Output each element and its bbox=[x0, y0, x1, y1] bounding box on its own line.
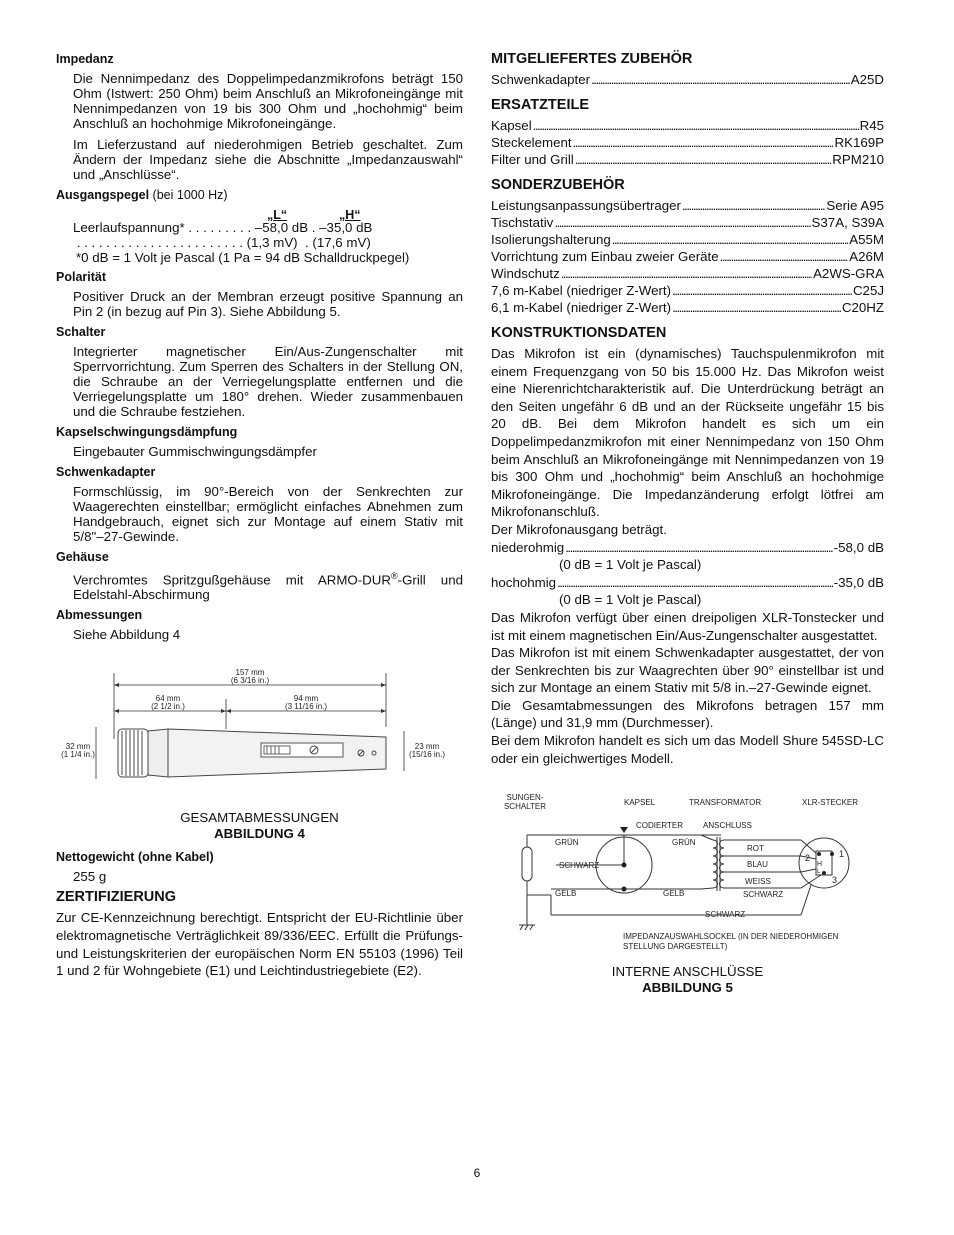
wire-black-3: SCHWARZ bbox=[705, 910, 746, 920]
polaritaet-heading: Polarität bbox=[56, 270, 107, 284]
xlr-label: XLR-STECKER bbox=[802, 798, 859, 808]
left-column bbox=[56, 52, 463, 980]
hoch-row bbox=[491, 574, 884, 592]
dim-total-label: 157 mm bbox=[235, 669, 265, 678]
list-item bbox=[491, 299, 884, 316]
gehaeuse-text-b: -Grill und Edelstahl-Abschirmung bbox=[73, 572, 463, 603]
leader-dots bbox=[591, 71, 850, 88]
hoch-label: hochohmig bbox=[491, 574, 557, 590]
item-value: RPM210 bbox=[832, 152, 884, 167]
dim-right-label: 23 mm bbox=[414, 742, 440, 752]
ersatzteile-heading: ERSATZTEILE bbox=[491, 97, 590, 113]
schwenk-text: Formschlüssig, im 90°-Bereich von der Senkrechten zur Waagerechten einstellbar; ermöglicht einfaches Abnehmen zum Handgebrauch, eignet sich zur Montage auf einem Stativ mit 5/8"–27-Gewinde. bbox=[73, 484, 463, 544]
polaritaet-text: Positiver Druck an der Membran erzeugt positive Spannung an Pin 2 (in bezug auf Pin 3). Siehe Abbildung 5. bbox=[73, 289, 463, 319]
nieder-value: -58,0 dB bbox=[833, 539, 884, 555]
dim-total-inches: (6 3/16 in.) bbox=[230, 676, 270, 686]
leader-dots bbox=[557, 574, 833, 592]
registered-mark: ® bbox=[391, 571, 398, 581]
note-line-1: IMPEDANZAUSWAHLSOCKEL (IN DER NIEDEROHMIGEN bbox=[623, 932, 839, 942]
figure-5-caption: INTERNE ANSCHLÜSSE bbox=[611, 964, 764, 980]
konstr-text-4: Das Mikrofon ist mit einem Schwenkadapter ausgestattet, der von der Senkrechten bis zur Waagrechten über 90° einstellbar ist und sich zur Montage an einem Stativ mit 5/8 in.–27-Gewinde eignet. bbox=[491, 645, 884, 696]
impedanz-heading: Impedanz bbox=[56, 52, 114, 66]
konstr-text-3: Das Mikrofon verfügt über einen dreipoligen XLR-Tonstecker und ist mit einem magnetischen Ein/Aus-Zungenschalter ausgestattet. bbox=[491, 609, 884, 643]
leader-dots bbox=[672, 299, 841, 316]
item-value: A25D bbox=[850, 72, 884, 87]
pin-h: H bbox=[817, 861, 823, 869]
leerlauf-row-2: . . . . . . . . . . . . . . . . . . . . . . . (1,3 mV) . (17,6 mV) bbox=[73, 235, 371, 250]
konstr-text-5: Die Gesamtabmessungen des Mikrofons betragen 157 mm (Länge) und 31,9 mm (Durchmesser). bbox=[491, 697, 884, 731]
wire-yellow-2: GELB bbox=[663, 889, 685, 899]
zertifizierung-text: Zur CE-Kennzeichnung berechtigt. Entspricht der EU-Richtlinie über elektromagnetische Verträglichkeit 89/336/EEC. Erfüllt die Prüfungs- und Leistungskriterien der europäischen Norm EN 55103 (1996) Teil 1 und 2 für Wohngebiete (E1) und Leichtindustriegebiete (E2). bbox=[56, 910, 463, 979]
dim-left-label: 32 mm bbox=[65, 742, 91, 752]
leader-dots bbox=[575, 151, 832, 168]
col-h-label: „H“ bbox=[339, 208, 361, 222]
transformer-label: TRANSFORMATOR bbox=[689, 798, 762, 808]
dim-b-label: 94 mm bbox=[293, 694, 319, 704]
abmessungen-text: Siehe Abbildung 4 bbox=[73, 627, 181, 643]
leader-dots bbox=[573, 134, 834, 151]
dim-b-inches: (3 11/16 in.) bbox=[284, 702, 328, 712]
ausgangspegel-heading bbox=[56, 188, 463, 203]
nieder-note: (0 dB = 1 Volt je Pascal) bbox=[559, 557, 702, 573]
konstr-text-2: Der Mikrofonausgang beträgt. bbox=[491, 521, 667, 537]
right-column bbox=[491, 52, 884, 996]
wire-black-2: SCHWARZ bbox=[743, 890, 784, 900]
dim-a-label: 64 mm bbox=[155, 694, 181, 704]
list-item bbox=[491, 282, 884, 299]
item-value: C25J bbox=[852, 283, 884, 298]
nieder-label: niederohmig bbox=[491, 539, 565, 555]
item-label: Schwenkadapter bbox=[491, 72, 591, 87]
item-value: A55M bbox=[849, 232, 884, 247]
hoch-value: -35,0 dB bbox=[833, 574, 884, 590]
leader-dots bbox=[554, 214, 810, 231]
figure-4-dimensions-drawing bbox=[56, 669, 463, 804]
dim-right-inches: (15/16 in.) bbox=[408, 750, 446, 760]
list-item bbox=[491, 197, 884, 214]
pin-1: 1 bbox=[839, 849, 845, 860]
item-label: Leistungsanpassungsübertrager bbox=[491, 198, 681, 213]
item-label: 7,6 m-Kabel (niedriger Z-Wert) bbox=[491, 283, 672, 298]
item-label: Steckelement bbox=[491, 135, 572, 150]
page-number: 6 bbox=[473, 1166, 481, 1180]
item-value: S37A, S39A bbox=[811, 215, 884, 230]
dim-left-inches: (1 1/4 in.) bbox=[61, 750, 95, 760]
ausgangspegel-heading-suffix: (bei 1000 Hz) bbox=[149, 188, 228, 202]
list-item bbox=[491, 231, 884, 248]
wire-red: ROT bbox=[747, 844, 764, 854]
figure-4-caption: GESAMTABMESSUNGEN bbox=[180, 810, 339, 826]
konstr-text-6: Bei dem Mikrofon handelt es sich um das Modell Shure 545SD-LC oder ein gleichwertiges Modell. bbox=[491, 733, 884, 766]
list-item bbox=[491, 134, 884, 151]
note-line-2: STELLUNG DARGESTELLT) bbox=[623, 942, 728, 952]
list-item bbox=[491, 151, 884, 168]
pin-2: 2 bbox=[805, 853, 811, 864]
item-value: Serie A95 bbox=[826, 198, 884, 213]
item-label: Windschutz bbox=[491, 266, 560, 281]
leerlauf-row-1: Leerlaufspannung* . . . . . . . . . –58,0 dB . –35,0 dB bbox=[73, 220, 373, 235]
leader-dots bbox=[672, 282, 852, 299]
item-label: Vorrichtung zum Einbau zweier Geräte bbox=[491, 249, 719, 264]
item-value: A2WS-GRA bbox=[813, 266, 884, 281]
leader-dots bbox=[565, 539, 833, 557]
list-item bbox=[491, 248, 884, 265]
leader-dots bbox=[720, 248, 849, 265]
ausgangspegel-note: *0 dB = 1 Volt je Pascal (1 Pa = 94 dB Schalldruckpegel) bbox=[76, 250, 410, 265]
figure-5-label: ABBILDUNG 5 bbox=[642, 980, 733, 996]
zubehoer-heading: MITGELIEFERTES ZUBEHÖR bbox=[491, 51, 693, 67]
gehaeuse-text-a: Verchromtes Spritzgußgehäuse mit ARMO-DUR bbox=[73, 572, 391, 588]
leader-dots bbox=[612, 231, 849, 248]
gewicht-text: 255 g bbox=[73, 869, 107, 885]
kapsel-text: Eingebauter Gummischwingungsdämpfer bbox=[73, 444, 317, 459]
nieder-row bbox=[491, 539, 884, 557]
leader-dots bbox=[561, 265, 812, 282]
item-label: Kapsel bbox=[491, 118, 532, 133]
item-value: R45 bbox=[859, 118, 884, 133]
gehaeuse-text bbox=[73, 569, 463, 602]
connection-label: ANSCHLUSS bbox=[703, 821, 752, 831]
sonderzubehoer-heading: SONDERZUBEHÖR bbox=[491, 177, 625, 193]
item-label: 6,1 m-Kabel (niedriger Z-Wert) bbox=[491, 300, 672, 315]
schalter-heading: Schalter bbox=[56, 325, 106, 339]
coded-label: CODIERTER bbox=[636, 821, 683, 831]
switch-label-1: SUNGEN- bbox=[506, 793, 544, 803]
item-label: Tischstativ bbox=[491, 215, 554, 230]
schalter-text: Integrierter magnetischer Ein/Aus-Zungenschalter mit Sperrvorrichtung. Zum Sperren des Schalters in der Stellung ON, die Schraube an der Verriegelungsplatte entfernen und die Verriegelungsplatte um 180° drehen. Wieder zusammenbauen und die Schraube festziehen. bbox=[73, 344, 463, 419]
capsule-label: KAPSEL bbox=[624, 798, 656, 808]
wire-green-2: GRÜN bbox=[672, 838, 696, 848]
wire-white: WEISS bbox=[745, 877, 771, 887]
leader-dots bbox=[682, 197, 825, 214]
list-item bbox=[491, 214, 884, 231]
dim-a-inches: (2 1/2 in.) bbox=[151, 702, 185, 712]
pin-l: L bbox=[817, 869, 821, 876]
konstr-text-1: Das Mikrofon ist ein (dynamisches) Tauchspulenmikrofon mit einem Frequenzgang von 50 bis 15.000 Hz. Das Mikrofon weist eine Nierenrichtcharakteristik auf. Die Unterdrückung beträgt an den Seiten ungefähr 6 dB und an der Rückseite ungefähr 15 bis 20 dB. Bei dem Mikrofon handelt es sich um ein Doppelimpedanzmikrofon mit einer Nennimpedanz von 150 Ohm beim Anschluß an Mikrofoneingänge mit Nennimpedanzen von 19 bis 300 Ohm und „hochohmig“ beim Anschluß an hochohmige Mikrofoneingänge. Die Impedanzänderung erfolgt lötfrei am Mikrofonanschluß. bbox=[491, 346, 884, 520]
item-value: A26M bbox=[849, 249, 884, 264]
list-item bbox=[491, 71, 884, 88]
schwenk-heading: Schwenkadapter bbox=[56, 465, 156, 479]
list-item bbox=[491, 265, 884, 282]
wire-yellow-1: GELB bbox=[555, 889, 577, 899]
wire-black-1: SCHWARZ bbox=[559, 861, 600, 871]
figure-4-label: ABBILDUNG 4 bbox=[214, 826, 305, 842]
item-value: RK169P bbox=[834, 135, 884, 150]
item-label: Filter und Grill bbox=[491, 152, 574, 167]
list-item bbox=[491, 117, 884, 134]
abmessungen-heading: Abmessungen bbox=[56, 608, 143, 623]
ausgangspegel-columns bbox=[73, 208, 463, 220]
col-l-label: „L“ bbox=[267, 208, 288, 222]
item-value: C20HZ bbox=[841, 300, 884, 315]
leader-dots bbox=[533, 117, 859, 134]
impedanz-text-1: Die Nennimpedanz des Doppelimpedanzmikrofons beträgt 150 Ohm (Istwert: 250 Ohm) beim Anschluß an Mikrofoneingänge mit Nennimpedanzen von 19 bis 300 Ohm und „hochohmig“ beim Anschluß an hochohmige Mikrofoneingänge. bbox=[73, 71, 463, 131]
hoch-note: (0 dB = 1 Volt je Pascal) bbox=[559, 592, 702, 608]
ausgangspegel-heading-text: Ausgangspegel bbox=[56, 188, 150, 202]
gewicht-heading: Nettogewicht (ohne Kabel) bbox=[56, 850, 214, 865]
pin-3: 3 bbox=[832, 875, 838, 886]
microphone-outline bbox=[118, 729, 386, 777]
konstruktionsdaten-heading: KONSTRUKTIONSDATEN bbox=[491, 325, 667, 341]
switch-label-2: SCHALTER bbox=[503, 802, 547, 812]
impedanz-text-2: Im Lieferzustand auf niederohmigen Betrieb geschaltet. Zum Ändern der Impedanz siehe die Abschnitte „Impedanzauswahl“ und „Anschlüsse“. bbox=[73, 137, 463, 182]
zertifizierung-heading: ZERTIFIZIERUNG bbox=[56, 889, 177, 906]
figure-5-wiring-diagram bbox=[491, 785, 884, 970]
wire-blue: BLAU bbox=[747, 860, 768, 870]
item-label: Isolierungshalterung bbox=[491, 232, 611, 247]
kapsel-heading: Kapselschwingungsdämpfung bbox=[56, 425, 238, 439]
gehaeuse-heading: Gehäuse bbox=[56, 550, 109, 564]
wire-green-1: GRÜN bbox=[555, 838, 579, 848]
